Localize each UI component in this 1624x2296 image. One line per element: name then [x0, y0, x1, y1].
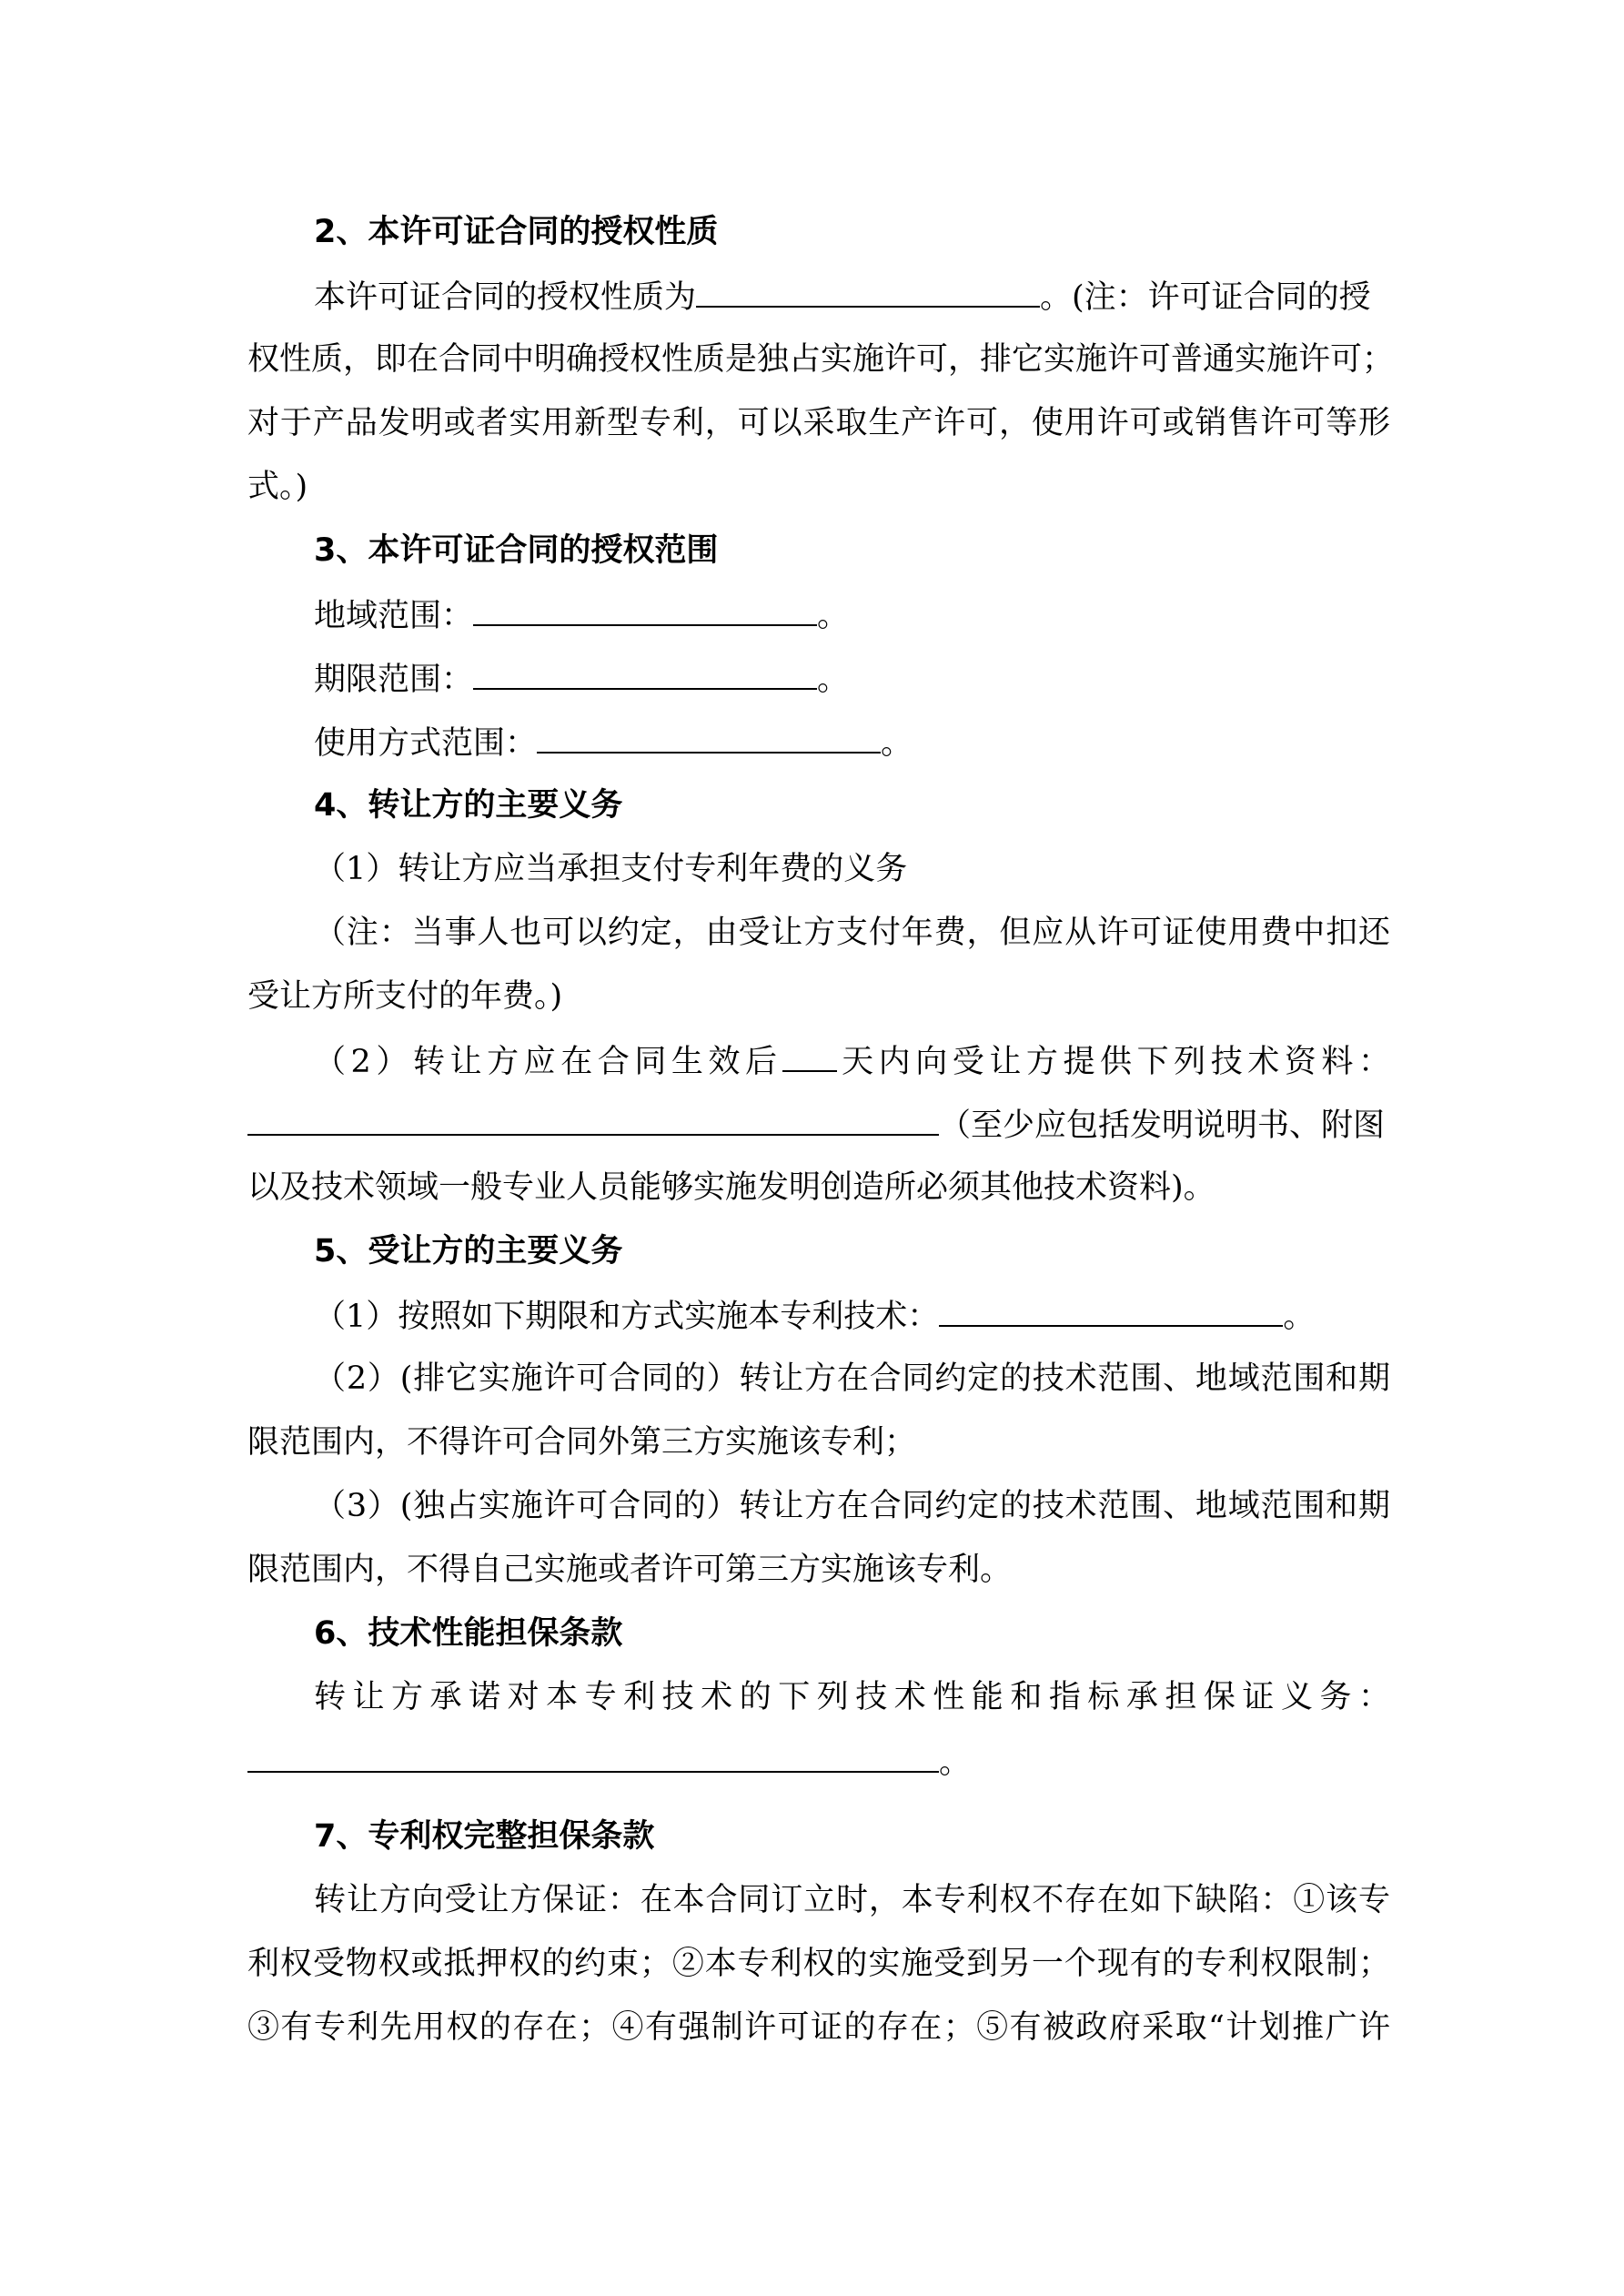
section-5-item-1 — [314, 1292, 1390, 1338]
text: 。 — [881, 725, 913, 762]
section-2-line-1 — [314, 273, 1390, 319]
fill-blank-authorization-nature[interactable] — [696, 273, 1040, 308]
section-4-note-line-1: （注：当事人也可以约定，由受让方支付年费，但应从许可证使用费中扣还 — [314, 915, 1390, 951]
text: 本许可证合同的授权性质为 — [314, 279, 697, 316]
text: 。 — [1283, 1299, 1316, 1335]
area-scope-label: 地域范围： — [314, 598, 474, 634]
section-6-heading: 6、技术性能担保条款 — [314, 1615, 623, 1652]
use-scope-label: 使用方式范围： — [314, 725, 538, 762]
text: 。 — [817, 598, 850, 634]
fill-blank-technical-materials[interactable] — [247, 1101, 939, 1136]
section-4-heading: 4、转让方的主要义务 — [314, 787, 623, 824]
fill-blank-implementation[interactable] — [939, 1292, 1283, 1327]
section-6-line-2 — [247, 1738, 1390, 1784]
section-4-note-line-2: 受让方所支付的年费。) — [247, 978, 563, 1015]
section-7-line-2: 利权受物权或抵押权的约束；②本专利权的实施受到另一个现有的专利权限制； — [247, 1946, 1390, 1982]
section-5-item-2-line-2: 限范围内，不得许可合同外第三方实施该专利； — [247, 1424, 917, 1461]
fill-blank-days[interactable] — [782, 1037, 837, 1072]
section-5-item-3-line-1: （3）(独占实施许可合同的）转让方在合同约定的技术范围、地域范围和期 — [314, 1488, 1390, 1524]
fill-blank-use-scope[interactable] — [537, 719, 881, 754]
section-2-heading: 2、本许可证合同的授权性质 — [314, 214, 719, 250]
term-scope-label: 期限范围： — [314, 662, 474, 698]
fill-blank-area-scope[interactable] — [473, 592, 817, 626]
section-5-item-3-line-2: 限范围内，不得自己实施或者许可第三方实施该专利。 — [247, 1552, 1013, 1588]
use-scope-line — [314, 719, 1390, 764]
section-4-item-1: （1）转让方应当承担支付专利年费的义务 — [314, 851, 908, 887]
section-5-item-2-line-1: （2）(排它实施许可合同的）转让方在合同约定的技术范围、地域范围和期 — [314, 1360, 1390, 1397]
section-6-line-1: 转让方承诺对本专利技术的下列技术性能和指标承担保证义务： — [314, 1679, 1390, 1715]
section-7-line-1: 转让方向受让方保证：在本合同订立时，本专利权不存在如下缺陷：①该专 — [314, 1882, 1390, 1918]
section-2-line-3: 对于产品发明或者实用新型专利，可以采取生产许可，使用许可或销售许可等形 — [247, 405, 1390, 441]
section-2-line-4: 式。) — [247, 469, 308, 505]
section-3-heading: 3、本许可证合同的授权范围 — [314, 532, 719, 569]
text: （至少应包括发明说明书、附图 — [939, 1108, 1386, 1144]
section-4-item-2-line-1 — [314, 1037, 1390, 1083]
fill-blank-performance[interactable] — [247, 1738, 939, 1773]
text: （1）按照如下期限和方式实施本专利技术： — [314, 1299, 940, 1335]
term-scope-line — [314, 655, 1390, 701]
fill-blank-term-scope[interactable] — [473, 655, 817, 690]
section-7-line-3: ③有专利先用权的存在；④有强制许可证的存在；⑤有被政府采取“计划推广许 — [247, 2009, 1390, 2046]
text: 。 — [939, 1745, 972, 1781]
section-7-heading: 7、专利权完整担保条款 — [314, 1818, 655, 1855]
text: （2）转让方应在合同生效后 — [314, 1044, 782, 1080]
section-5-heading: 5、受让方的主要义务 — [314, 1233, 623, 1269]
section-4-item-2-line-3: 以及技术领域一般专业人员能够实施发明创造所必须其他技术资料)。 — [247, 1169, 1215, 1206]
text: 。 — [817, 662, 850, 698]
section-4-item-2-line-2 — [247, 1101, 1390, 1147]
section-2-line-2: 权性质，即在合同中明确授权性质是独占实施许可，排它实施许可普通实施许可； — [247, 341, 1395, 378]
area-scope-line — [314, 592, 1390, 637]
text: 。(注：许可证合同的授 — [1040, 279, 1371, 316]
text: 天内向受让方提供下列技术资料： — [836, 1044, 1390, 1080]
